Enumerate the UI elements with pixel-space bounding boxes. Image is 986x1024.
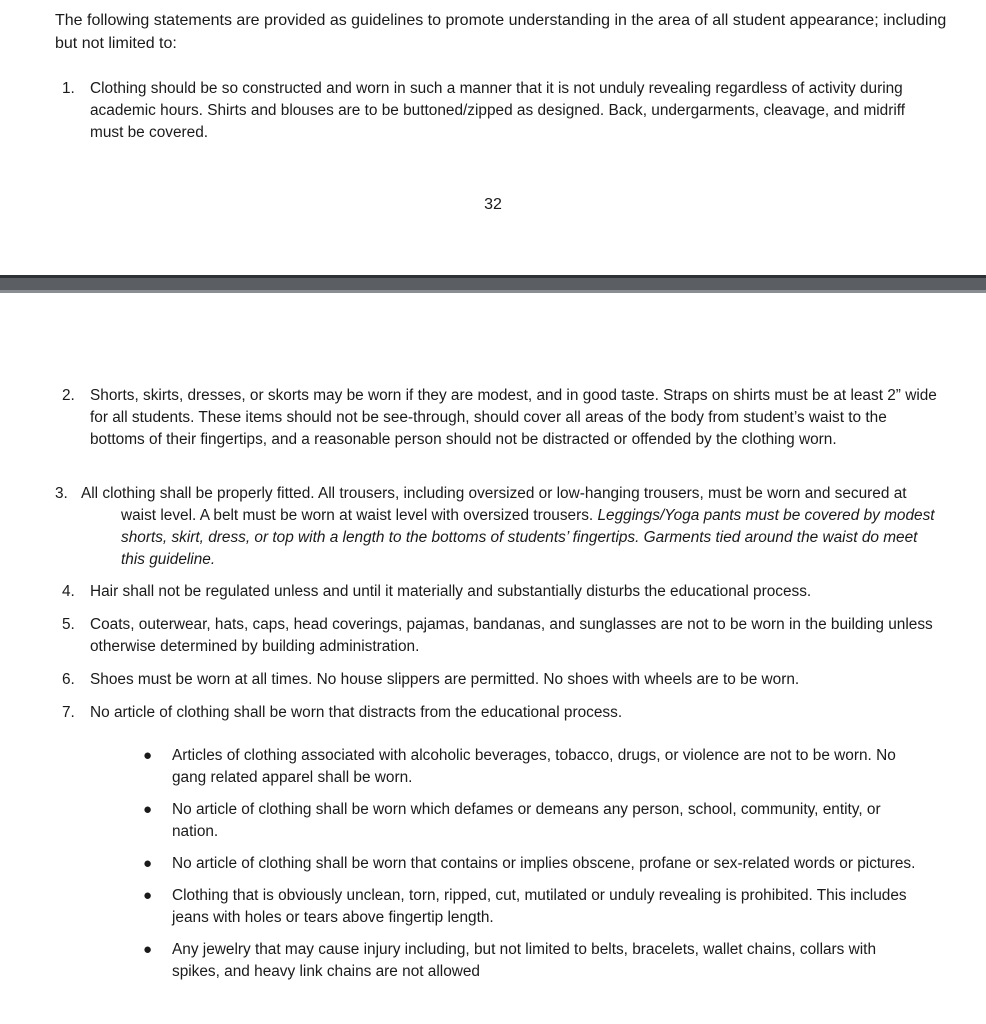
bullet-icon: ● (143, 887, 153, 904)
bullet-text: No article of clothing shall be worn which defames or demeans any person, school, community, entity, or nation. (172, 801, 881, 840)
list-item-number: 1. (62, 80, 75, 97)
list-item-number: 5. (62, 616, 75, 633)
bullet-text: Articles of clothing associated with alcoholic beverages, tobacco, drugs, or violence are not to be worn. No gang related apparel shall be worn. (172, 747, 896, 786)
list-item-2 (62, 385, 942, 451)
page-separator-edge (0, 275, 986, 278)
page-separator (0, 275, 986, 293)
list-item-text: Shorts, skirts, dresses, or skorts may be worn if they are modest, and in good taste. Straps on shirts must be at least 2” wide for all students. These items should not be see-through, should cover all areas of the body from student’s waist to the bottoms of their fingertips, and a reasonable person should not be distracted or offended by the clothing worn. (90, 387, 937, 448)
bullet-icon: ● (143, 855, 153, 872)
list-item-text: No article of clothing shall be worn that distracts from the educational process. (90, 704, 623, 721)
document-page-top (0, 0, 986, 275)
bullet-item (143, 745, 923, 789)
list-item-text-regular: All clothing shall be properly fitted. All trousers, including oversized or low-hanging trousers, must be worn and secured at waist level. A belt must be worn at waist level with oversized trousers. (81, 485, 907, 524)
intro-paragraph: The following statements are provided as guidelines to promote understanding in the area of all student appearance; including but not limited to: (55, 12, 947, 52)
list-item-text (55, 483, 945, 571)
bullet-icon: ● (143, 801, 153, 818)
list-item-text: Coats, outerwear, hats, caps, head coverings, pajamas, bandanas, and sunglasses are not to be worn in the building unless otherwise determined by building administration. (90, 616, 933, 655)
bullet-item (143, 853, 923, 875)
bullet-text: Any jewelry that may cause injury including, but not limited to belts, bracelets, wallet chains, collars with spikes, and heavy link chains are not allowed (172, 941, 877, 980)
list-item-number: 3. (55, 485, 68, 502)
list-item-number: 4. (62, 583, 75, 600)
list-item-1 (62, 78, 942, 144)
bullet-item (143, 885, 923, 929)
page-number: 32 (484, 196, 502, 213)
list-item-text: Hair shall not be regulated unless and until it materially and substantially disturbs the educational process. (90, 583, 812, 600)
list-item-4 (62, 581, 942, 603)
list-item-text: Shoes must be worn at all times. No house slippers are permitted. No shoes with wheels are to be worn. (90, 671, 800, 688)
list-item-5 (62, 614, 942, 658)
bullet-item (143, 939, 923, 983)
bullet-text: Clothing that is obviously unclean, torn, ripped, cut, mutilated or unduly revealing is prohibited. This includes jeans with holes or tears above fingertip length. (172, 887, 907, 926)
bullet-list (143, 745, 923, 993)
list-item-text: Clothing should be so constructed and worn in such a manner that it is not unduly revealing regardless of activity during academic hours. Shirts and blouses are to be buttoned/zipped as designed. Back, undergarments, cleavage, and midriff must be covered. (90, 80, 906, 141)
bullet-item (143, 799, 923, 843)
list-item-3 (55, 483, 945, 571)
list-item-number: 2. (62, 387, 75, 404)
list-item-number: 7. (62, 704, 75, 721)
list-item-6 (62, 669, 942, 691)
list-item-number: 6. (62, 671, 75, 688)
list-item-text-italic: Leggings/Yoga pants must be covered by modest shorts, skirt, dress, or top with a length to the bottoms of students’ fingertips. Garments tied around the waist do meet this guideline. (121, 507, 935, 568)
bullet-text: No article of clothing shall be worn that contains or implies obscene, profane or sex-related words or pictures. (172, 855, 916, 872)
bullet-icon: ● (143, 941, 153, 958)
bullet-icon: ● (143, 747, 153, 764)
list-item-7 (62, 702, 942, 724)
